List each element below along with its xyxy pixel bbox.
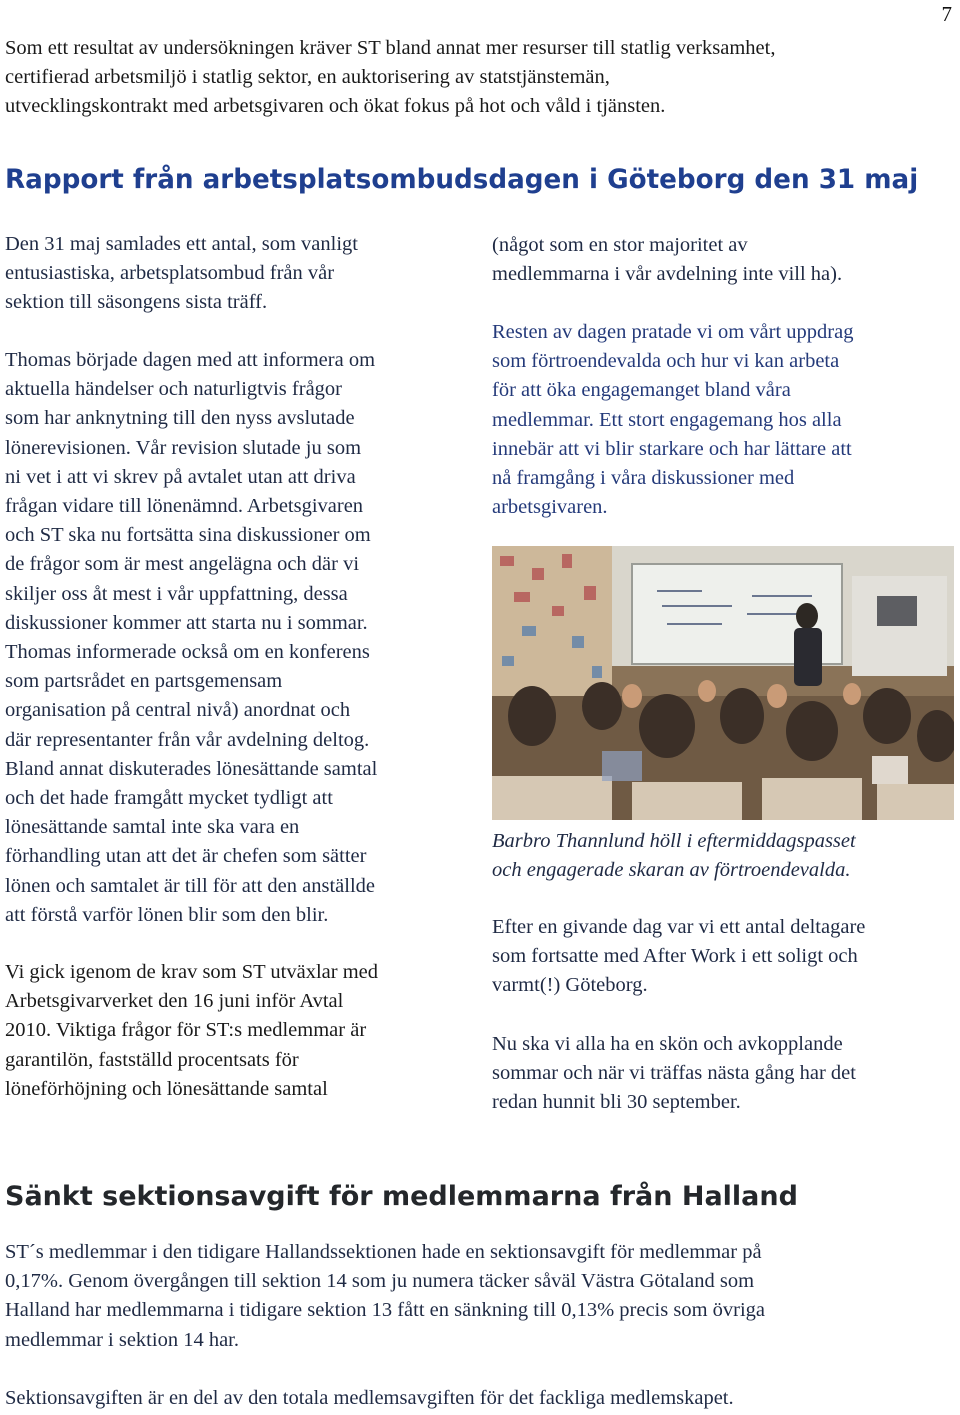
right-paragraph-4: Nu ska vi alla ha en skön och avkopplande sommar och när vi träffas nästa gång har det redan hunnit bli 30 september. xyxy=(492,1033,856,1114)
article-heading-report: Rapport från arbetsplatsombudsdagen i Göteborg den 31 maj xyxy=(5,164,919,195)
right-paragraph-2: Resten av dagen pratade vi om vårt uppdrag som förtroendevalda och hur vi kan arbeta för att öka engagemanget bland våra medlemmar. Ett stort engagemang hos alla innebär att vi blir starkare och har lättare att nå framgång i våra diskussioner med arbetsgivaren. xyxy=(492,321,854,519)
right-paragraph-1: (något som en stor majoritet av medlemmarna i vår avdelning inte vill ha). xyxy=(492,234,843,286)
left-paragraph-2: Thomas började dagen med att informera om aktuella händelser och naturligtvis frågor som har anknytning till den nyss avslutade lönerevisionen. Vår revision slutade ju som ni vet i att vi skrev på avtalet utan att driva frågan vidare till lönenämnd. Arbetsgivaren och ST ska nu fortsätta sina diskussioner om de frågor som är mest angelägna och där vi skiljer oss åt mest i vår uppfattning, dessa diskussioner kommer att starta nu i sommar. Thomas informerade också om en konferens som partsrådet en partsgemensam organisation på central nivå) anordnat och där representanter från vår avdelning deltog. Bland annat diskuterades lönesättande samtal och det hade framgått mycket tydligt att lönesättande samtal inte ska vara en förhandling utan att det är chefen som sätter lönen och samtalet är till för att den anställde att förstå varför lönen blir som den blir. xyxy=(5,349,378,926)
left-paragraph-3: Vi gick igenom de krav som ST utväxlar med Arbetsgivarverket den 16 juni inför Avtal 2010. Viktiga frågor för ST:s medlemmar är garantilön, fastställd procentsats för löneförhöjning och lönesättande samtal xyxy=(5,961,379,1100)
left-paragraph-1: Den 31 maj samlades ett antal, som vanligt entusiastiska, arbetsplatsombud från vår sektion till säsongens sista träff. xyxy=(5,233,358,314)
photo-caption: Barbro Thannlund höll i eftermiddagspasset och engagerade skaran av förtroendevalda. xyxy=(492,830,856,882)
intro-paragraph: Som ett resultat av undersökningen kräver ST bland annat mer resurser till statlig verksamhet, certifierad arbetsmiljö i statlig sektor, en auktorisering av statstjänstemän, utvecklingskontrakt med arbetsgivaren och ökat fokus på hot och våld i tjänsten. xyxy=(5,37,776,118)
page-number: 7 xyxy=(941,2,952,26)
article-heading-fee: Sänkt sektionsavgift för medlemmarna från Halland xyxy=(5,1181,798,1212)
meeting-photo xyxy=(492,546,954,820)
fee-paragraph-2: Sektionsavgiften är en del av den totala medlemsavgiften för det fackliga medlemskapet. xyxy=(5,1387,734,1409)
right-paragraph-3: Efter en givande dag var vi ett antal deltagare som fortsatte med After Work i ett soligt och varmt(!) Göteborg. xyxy=(492,916,866,997)
fee-paragraph-1: ST´s medlemmar i den tidigare Hallandssektionen hade en sektionsavgift för medlemmar på 0,17%. Genom övergången till sektion 14 som ju numera täcker såväl Västra Götaland som Halland har medlemmarna i tidigare sektion 13 fått en sänkning till 0,13% precis som övriga medlemmar i sektion 14 har. xyxy=(5,1241,766,1351)
